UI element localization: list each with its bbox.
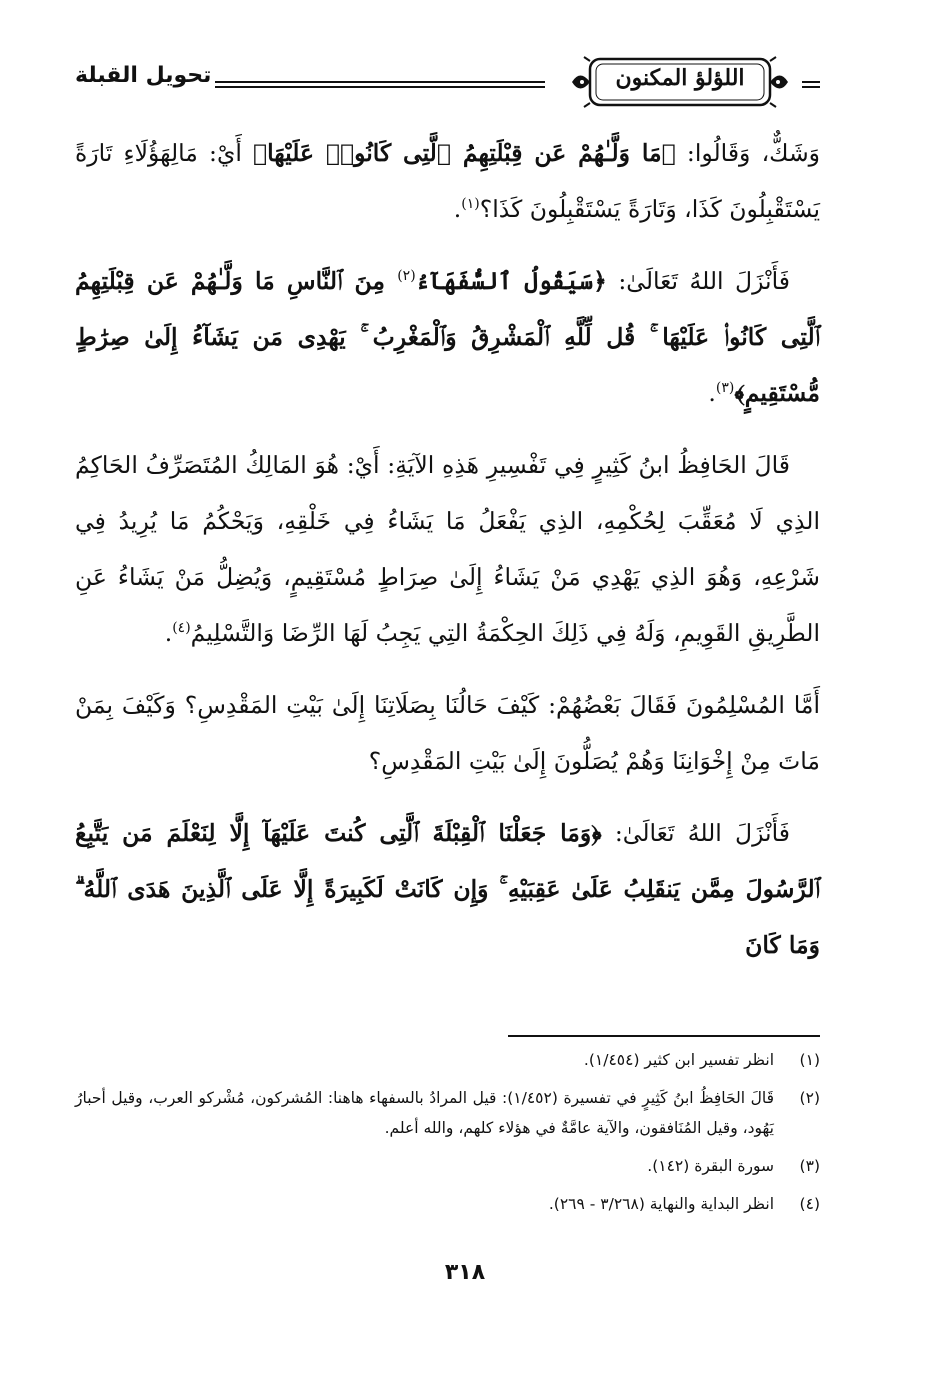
p2-text-start: فَأَنْزَلَ اللهُ تَعَالَىٰ: [606, 267, 790, 295]
paragraph-2 [75, 253, 820, 421]
running-header [75, 55, 820, 115]
footnote-ref-4[interactable]: (٤) [172, 620, 191, 637]
paragraph-1 [75, 125, 820, 237]
footnote-text: انظر البداية والنهاية (٣/٢٦٨ - ٢٦٩). [548, 1195, 774, 1213]
footnote-number: (٤) [799, 1195, 820, 1213]
footnote-text: سورة البقرة (١٤٢). [647, 1157, 774, 1175]
p1-quran-verse: ﴿مَا وَلَّـٰهُمْ عَن قِبْلَتِهِمُ ٱلَّتِى كَانُوا۟ عَلَيْهَا﴾ [253, 139, 676, 167]
footnote-number: (١) [799, 1051, 820, 1069]
p2-quran-verse-a: ﴿سَيَقُولُ ٱلسُّفَهَآءُ [415, 267, 607, 295]
header-rule-right [802, 81, 820, 88]
footnote-number: (٣) [799, 1157, 820, 1175]
p4-text: أَمَّا المُسْلِمُونَ فَقَالَ بَعْضُهُمْ: كَيْفَ حَالُنَا بِصَلَاتِنَا إِلَىٰ بَيْتِ المَقْدِسِ؟ وَكَيْفَ بِمَنْ مَاتَ مِنْ إِخْوَانِنَا وَهُمْ يُصَلُّونَ إِلَىٰ بَيْتِ المَقْدِسِ؟ [75, 691, 820, 775]
book-title-ornament [570, 55, 790, 109]
paragraph-3 [75, 437, 820, 661]
footnote-1 [75, 1045, 820, 1075]
footnote-2 [75, 1083, 820, 1143]
p2-period: . [708, 379, 716, 407]
footnote-ref-1[interactable]: (١) [461, 196, 480, 213]
paragraph-5 [75, 805, 820, 973]
p5-quran-verse: ﴿وَمَا جَعَلْنَا ٱلْقِبْلَةَ ٱلَّتِى كُنتَ عَلَيْهَآ إِلَّا لِنَعْلَمَ مَن يَتَّبِعُ ٱلرَّسُولَ مِمَّن يَنقَلِبُ عَلَىٰ عَقِبَيْهِ ۚ وَإِن كَانَتْ لَكَبِيرَةً إِلَّا عَلَى ٱلَّذِينَ هَدَى ٱللَّهُ ۗ وَمَا كَانَ [75, 819, 820, 959]
footnote-text: قَالَ الحَافِظُ ابنُ كَثِيرٍ في تفسيرة (١/٤٥٢): قيل المرادُ بالسفهاء هاهنا: المُشركون، مُشْركو العرب، وقيل أحبارُ يَهُود، وقيل المُنَافقون، والآية عامَّةٌ في هؤلاء كلهم، والله أعلم. [75, 1089, 774, 1137]
footnote-ref-2[interactable]: (٢) [397, 268, 416, 285]
footnote-4 [75, 1189, 820, 1219]
footnote-3 [75, 1151, 820, 1181]
p3-period: . [164, 619, 173, 647]
header-rule-left [215, 81, 545, 88]
p5-text-start: فَأَنْزَلَ اللهُ تَعَالَىٰ: [601, 819, 790, 847]
footnote-text: انظر تفسير ابن كثير (١/٤٥٤). [583, 1051, 774, 1069]
p1-text-start: وَشَكٌّ، وَقَالُوا: [675, 139, 820, 167]
p3-text: قَالَ الحَافِظُ ابنُ كَثِيرٍ فِي تَفْسِيرِ هَذِهِ الآيَةِ: أَيْ: هُوَ المَالِكُ المُتَصَرِّفُ الحَاكِمُ الذِي لَا مُعَقِّبَ لِحُكْمِهِ، الذِي يَفْعَلُ مَا يَشَاءُ فِي خَلْقِهِ، وَيَحْكُمُ مَا يُرِيدُ فِي شَرْعِهِ، وَهُوَ الذِي يَهْدِي مَنْ يَشَاءُ إِلَىٰ صِرَاطٍ مُسْتَقِيمٍ، وَيُضِلُّ مَنْ يَشَاءُ عَنِ الطَّرِيقِ القَوِيمِ، وَلَهُ فِي ذَلِكَ الحِكْمَةُ التِي يَجِبُ لَهَا الرِّضَا وَالتَّسْلِيمُ [75, 451, 820, 647]
p1-text-end: أَيْ: مَالِهَؤُلَاءِ تَارَةً يَسْتَقْبِلُونَ كَذَا، وَتَارَةً يَسْتَقْبِلُونَ كَذَا؟ [75, 139, 820, 223]
section-title: تحويل القبلة [75, 63, 212, 88]
book-title: اللؤلؤ المكنون [615, 65, 745, 91]
footnote-ref-3[interactable]: (٣) [715, 380, 735, 397]
paragraph-4 [75, 677, 820, 789]
footnote-number: (٢) [799, 1089, 820, 1107]
p2-quran-verse-b: مِنَ ٱلنَّاسِ مَا وَلَّـٰهُمْ عَن قِبْلَتِهِمُ ٱلَّتِى كَانُوا۟ عَلَيْهَا ۚ قُل لِّلَّهِ ٱلْمَشْرِقُ وَٱلْمَغْرِبُ ۚ يَهْدِى مَن يَشَآءُ إِلَىٰ صِرَٰطٍ مُّسْتَقِيمٍ﴾ [75, 267, 820, 407]
p1-period: . [453, 195, 462, 223]
main-text [75, 125, 820, 989]
page-number: ٣١٨ [444, 1260, 486, 1285]
footnote-separator [508, 1035, 820, 1037]
footnotes [75, 1045, 820, 1227]
